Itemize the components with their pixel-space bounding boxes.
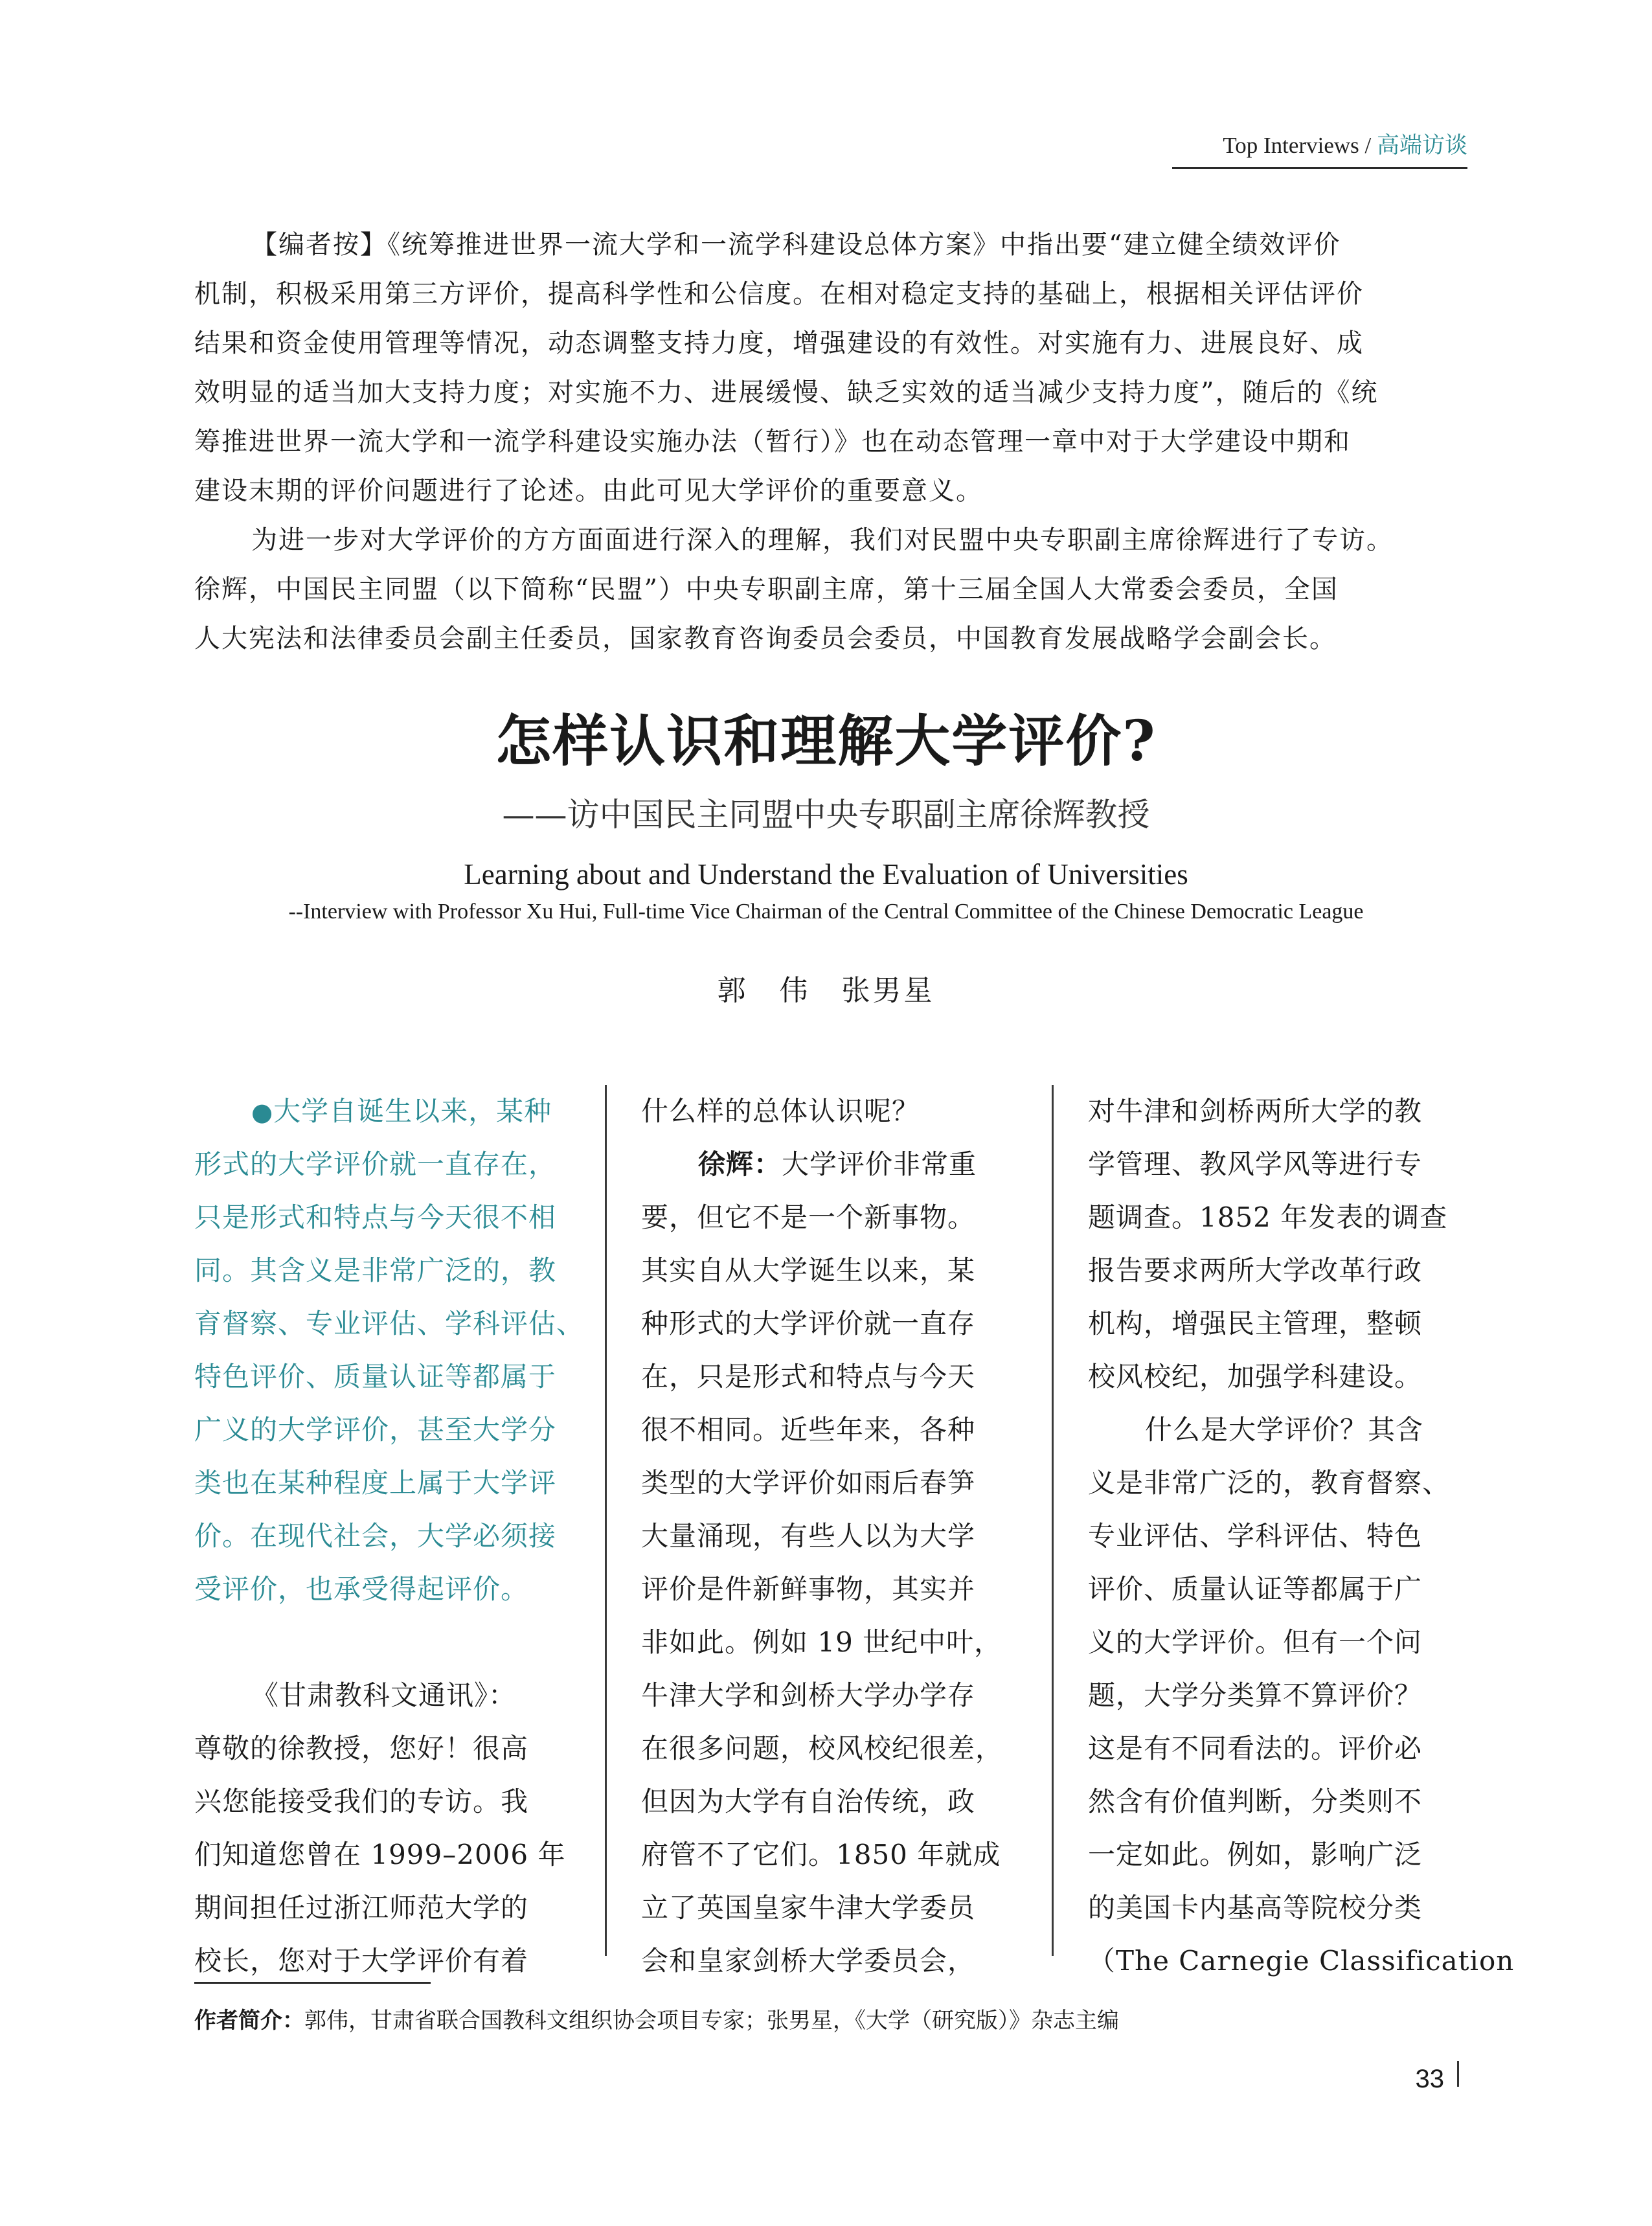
- body-line: 非如此。例如 19 世纪中叶，: [641, 1626, 1002, 1658]
- pull-quote-line: 育督察、专业评估、学科评估、: [194, 1308, 585, 1339]
- column-divider: [1052, 1085, 1054, 1956]
- column-1: [194, 1085, 585, 1988]
- note-line: 结果和资金使用管理等情况，动态调整支持力度，增强建设的有效性。对实施有力、进展良好、成: [194, 328, 1364, 358]
- note-line: 【编者按】《统筹推进世界一流大学和一流学科建设总体方案》中指出要“建立健全绩效评价: [251, 230, 1341, 260]
- article-subtitle: ——访中国民主同盟中央专职副主席徐辉教授: [502, 796, 1150, 834]
- column-2: [641, 1085, 1023, 1988]
- body-line: （The Carnegie Classification: [1088, 1945, 1515, 1977]
- question-line: 期间担任过浙江师范大学的: [194, 1892, 529, 1924]
- pull-quote-line: 广义的大学评价，甚至大学分: [194, 1414, 557, 1446]
- body-line: 机构，增强民主管理，整顿: [1088, 1308, 1423, 1339]
- question-line: 们知道您曾在 1999–2006 年: [194, 1839, 566, 1870]
- body-line: 会和皇家剑桥大学委员会，: [641, 1945, 976, 1977]
- note-line: 徐辉，中国民主同盟（以下简称“民盟”）中央专职副主席，第十三届全国人大常委会委员，全国: [194, 574, 1339, 604]
- pull-quote-line: 价。在现代社会，大学必须接: [194, 1520, 557, 1552]
- body-line: 要，但它不是一个新事物。: [641, 1201, 976, 1233]
- spacer: [194, 1616, 576, 1669]
- footnote-label: 作者简介：: [194, 2008, 304, 2033]
- body-line: 学管理、教风学风等进行专: [1088, 1148, 1423, 1180]
- body-line: 在很多问题，校风校纪很差，: [641, 1732, 1004, 1764]
- bullet-icon: ●: [251, 1098, 274, 1126]
- pull-quote-line: 形式的大学评价就一直存在，: [194, 1148, 557, 1180]
- body-line: 什么样的总体认识呢？: [641, 1095, 920, 1127]
- body-line: 什么是大学评价？其含: [1145, 1414, 1424, 1446]
- body-line: 校风校纪，加强学科建设。: [1088, 1361, 1423, 1392]
- question-speaker: 《甘肃教科文通讯》：: [251, 1679, 517, 1711]
- footnote-text: 郭伟，甘肃省联合国教科文组织协会项目专家；张男星，《大学（研究版）》杂志主编: [304, 2008, 1119, 2034]
- note-line: 筹推进世界一流大学和一流学科建设实施办法（暂行）》也在动态管理一章中对于大学建设中期和: [194, 427, 1351, 457]
- running-header: [1172, 123, 1467, 168]
- english-title: Learning about and Understand the Evaluation of Universities: [464, 858, 1188, 891]
- pull-quote-line: ●大学自诞生以来，某种: [251, 1095, 552, 1127]
- body-line: 评价是件新鲜事物，其实并: [641, 1573, 976, 1605]
- question-line: 校长，您对于大学评价有着: [194, 1945, 529, 1977]
- page-number-bar: [1457, 2061, 1459, 2087]
- authors: 郭 伟 张男星: [717, 974, 935, 1007]
- english-subtitle: --Interview with Professor Xu Hui, Full-time Vice Chairman of the Central Committee of the Chinese Democratic League: [288, 900, 1364, 924]
- body-line: 种形式的大学评价就一直存: [641, 1308, 976, 1339]
- body-line: 然含有价值判断，分类则不: [1088, 1786, 1423, 1817]
- body-line: 的美国卡内基高等院校分类: [1088, 1892, 1423, 1924]
- body-line: 其实自从大学诞生以来，某: [641, 1255, 976, 1286]
- pull-quote-line: 同。其含义是非常广泛的，教: [194, 1255, 557, 1286]
- body-line: 义是非常广泛的，教育督察、: [1088, 1467, 1451, 1499]
- body-line: 题，大学分类算不算评价？: [1088, 1679, 1423, 1711]
- body-line: 大量涌现，有些人以为大学: [641, 1520, 976, 1552]
- note-line: 人大宪法和法律委员会副主任委员，国家教育咨询委员会委员，中国教育发展战略学会副会长。: [194, 624, 1337, 653]
- body-line: 题调查。1852 年发表的调查: [1088, 1201, 1448, 1233]
- note-line: 为进一步对大学评价的方方面面进行深入的理解，我们对民盟中央专职副主席徐辉进行了专访。: [251, 525, 1394, 555]
- body-line: 立了英国皇家牛津大学委员: [641, 1892, 976, 1924]
- body-line: 评价、质量认证等都属于广: [1088, 1573, 1423, 1605]
- footnote-rule: [194, 1982, 431, 1984]
- note-line: 机制，积极采用第三方评价，提高科学性和公信度。在相对稳定支持的基础上，根据相关评估评价: [194, 279, 1364, 309]
- page-number: 33: [1415, 2065, 1444, 2093]
- running-header-cn: 高端访谈: [1376, 133, 1467, 158]
- header-rule: [1172, 167, 1467, 169]
- body-line: 在，只是形式和特点与今天: [641, 1361, 976, 1392]
- body-line: 很不相同。近些年来，各种: [641, 1414, 976, 1446]
- body-line: 牛津大学和剑桥大学办学存: [641, 1679, 976, 1711]
- body-line: 但因为大学有自治传统，政: [641, 1786, 976, 1817]
- editor-note: [194, 220, 1467, 663]
- body-line: 这是有不同看法的。评价必: [1088, 1732, 1423, 1764]
- pull-quote-line: 类也在某种程度上属于大学评: [194, 1467, 557, 1499]
- running-header-en: Top Interviews /: [1223, 133, 1372, 158]
- author-footnote: [194, 2001, 1467, 2040]
- body-line: 府管不了它们。1850 年就成: [641, 1839, 1001, 1870]
- body-line: 对牛津和剑桥两所大学的教: [1088, 1095, 1423, 1127]
- article-title: 怎样认识和理解大学评价?: [495, 709, 1157, 774]
- answer-start: 徐辉：大学评价非常重: [698, 1148, 977, 1180]
- body-line: 类型的大学评价如雨后春笋: [641, 1467, 976, 1499]
- pull-quote-line: 受评价，也承受得起评价。: [194, 1573, 529, 1605]
- column-divider: [605, 1085, 607, 1956]
- question-line: 尊敬的徐教授，您好！很高: [194, 1732, 529, 1764]
- pull-quote-line: 只是形式和特点与今天很不相: [194, 1201, 557, 1233]
- body-line: 报告要求两所大学改革行政: [1088, 1255, 1423, 1286]
- body-line: 专业评估、学科评估、特色: [1088, 1520, 1423, 1552]
- pull-quote-line: 特色评价、质量认证等都属于: [194, 1361, 557, 1392]
- note-line: 建设末期的评价问题进行了论述。由此可见大学评价的重要意义。: [194, 476, 983, 506]
- body-line: 义的大学评价。但有一个问: [1088, 1626, 1423, 1658]
- answer-speaker: 徐辉：: [698, 1148, 782, 1180]
- body-line: 一定如此。例如，影响广泛: [1088, 1839, 1423, 1870]
- column-3: [1088, 1085, 1515, 1988]
- note-line: 效明显的适当加大支持力度；对实施不力、进展缓慢、缺乏实效的适当减少支持力度”，随后的《统: [194, 378, 1379, 407]
- question-line: 兴您能接受我们的专访。我: [194, 1786, 529, 1817]
